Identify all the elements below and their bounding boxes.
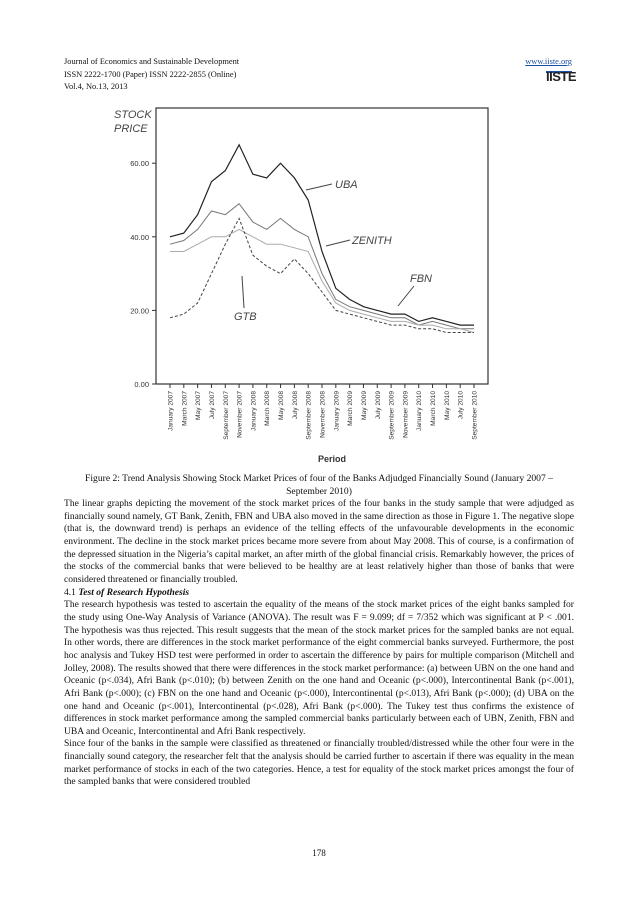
x-tick-label: September 2008 — [305, 391, 313, 440]
x-tick-label: January 2007 — [167, 391, 175, 431]
annotation-arrow — [306, 184, 332, 190]
x-tick-label: November 2007 — [236, 391, 244, 438]
x-tick-label: January 2010 — [416, 391, 424, 431]
page-header — [64, 56, 577, 94]
x-tick-label: March 2008 — [264, 391, 272, 426]
y-tick-label: 40.00 — [130, 232, 149, 242]
figure-caption: Figure 2: Trend Analysis Showing Stock Market Prices of four of the Banks Adjudged Financially Sound (January 2007 – September 2010) — [85, 473, 553, 497]
x-tick-label: July 2007 — [208, 391, 216, 420]
x-tick-label: November 2008 — [319, 391, 327, 438]
series-line-uba — [170, 145, 474, 325]
annotation-fbn: FBN — [410, 273, 432, 285]
paragraph: Since four of the banks in the sample were classified as threatened or financially troubled/distressed while the other four were in the financially sound category, the researcher felt that the analysis should be carried further to ascertain if there was equality in the mean market performance of stocks in each of the two categories. Hence, a test for equality of the stock market prices amongst the four of the sampled banks that were considered troubled — [64, 738, 574, 788]
journal-title: Journal of Economics and Sustainable Development — [64, 57, 240, 66]
x-tick-label: November 2009 — [402, 391, 410, 438]
x-tick-label: March 2009 — [347, 391, 355, 426]
x-tick-label: January 2008 — [250, 391, 258, 431]
y-tick-label: 20.00 — [130, 306, 149, 316]
x-tick-label: May 2010 — [443, 391, 451, 420]
annotation-price: PRICE — [114, 123, 148, 135]
series-line-zenith — [170, 204, 474, 329]
plot-frame — [156, 108, 488, 384]
annotation-gtb: GTB — [234, 311, 257, 323]
section-title: Test of Research Hypothesis — [78, 586, 190, 598]
annotation-zenith: ZENITH — [352, 235, 392, 247]
page-number: 178 — [312, 848, 326, 858]
journal-volume: Vol.4, No.13, 2013 — [64, 82, 128, 92]
x-tick-label: September 2007 — [222, 391, 230, 440]
y-tick-label: 60.00 — [130, 159, 149, 169]
x-tick-label: July 2009 — [374, 391, 382, 420]
body-text — [64, 498, 574, 789]
annotation-arrow — [242, 276, 244, 308]
logo-text: IISTE — [546, 69, 577, 84]
section-heading — [64, 587, 574, 600]
y-tick-label: 0.00 — [134, 380, 149, 389]
annotation-stock: STOCK — [114, 109, 152, 121]
x-tick-label: May 2008 — [278, 391, 286, 420]
iiste-logo — [544, 69, 577, 89]
section-number: 4.1 — [64, 586, 76, 598]
annotation-uba: UBA — [335, 179, 358, 191]
annotation-arrow — [398, 286, 414, 306]
stock-price-chart — [110, 100, 510, 468]
x-axis-label: Period — [317, 454, 347, 464]
journal-url-link[interactable]: www.iiste.org — [525, 57, 572, 66]
x-tick-label: May 2009 — [360, 391, 368, 420]
x-tick-label: July 2010 — [457, 391, 465, 420]
x-tick-label: September 2010 — [471, 391, 479, 440]
x-tick-label: March 2007 — [181, 391, 189, 426]
journal-issn: ISSN 2222-1700 (Paper) ISSN 2222-2855 (Online) — [64, 69, 237, 79]
x-tick-label: March 2010 — [430, 391, 438, 426]
x-tick-label: May 2007 — [195, 391, 203, 420]
x-tick-label: September 2009 — [388, 391, 396, 440]
annotation-arrow — [326, 240, 350, 246]
paragraph: The linear graphs depicting the movement of the stock market prices of the four banks in the study sample that were adjudged as financially sound namely, GT Bank, Zenith, FBN and UBA also moved in the same direction as those in Figure 1. The negative slope (that is, the downward trend) is perhaps an evidence of the telling effects of the unfavourable developments in the economic environment. The decline in the stock market prices became more severe from about May 2008. This of course, is a confirmation of the depressed situation in the Nigeria’s capital market, an after mirth of the global financial crisis. Remarkably however, the prices of the stocks of the commercial banks that were believed to be healthy are at least relatively higher than those of banks that were considered threatened or financially troubled. — [64, 498, 574, 585]
paragraph: The research hypothesis was tested to ascertain the equality of the means of the stock market prices of the eight banks sampled for the study using One-Way Analysis of Variance (ANOVA). The result was F = 9.099; df = 7/352 which was significant at P < .001. The hypothesis was thus rejected. This result suggests that the mean of the stock market prices for the sampled banks are not equal. In other words, there are differences in the stock market performance of the eight commercial banks surveyed. Furthermore, the post hoc analysis and Tukey HSD test were performed in order to ascertain the difference by pairs for multiple comparison (Mitchell and Jolley, 2008). The results showed that there were differences in the stock market performance: (a) between UBN on the one hand and Oceanic (p<.034), Afri Bank (p<.010); (b) between Zenith on the one hand and Oceanic (p<.000), Intercontinental Bank (p<.001), Afri Bank (p<.000); (c) FBN on the one hand and Oceanic (p<.000), Intercontinental (p<.013), Afri Bank (p<.000); (d) UBA on the one hand and Oceanic (p<.001), Intercontinental (p<.028), Afri Bank (p<.000). The Tukey test thus confirms the existence of differences in stock market performance among the sampled commercial banks particularly between each of UBN, Zenith, FBN and UBA and Oceanic, Intercontinental and Afri Bank respectively. — [64, 599, 574, 737]
x-tick-label: January 2009 — [333, 391, 341, 431]
x-tick-label: July 2008 — [291, 391, 299, 420]
